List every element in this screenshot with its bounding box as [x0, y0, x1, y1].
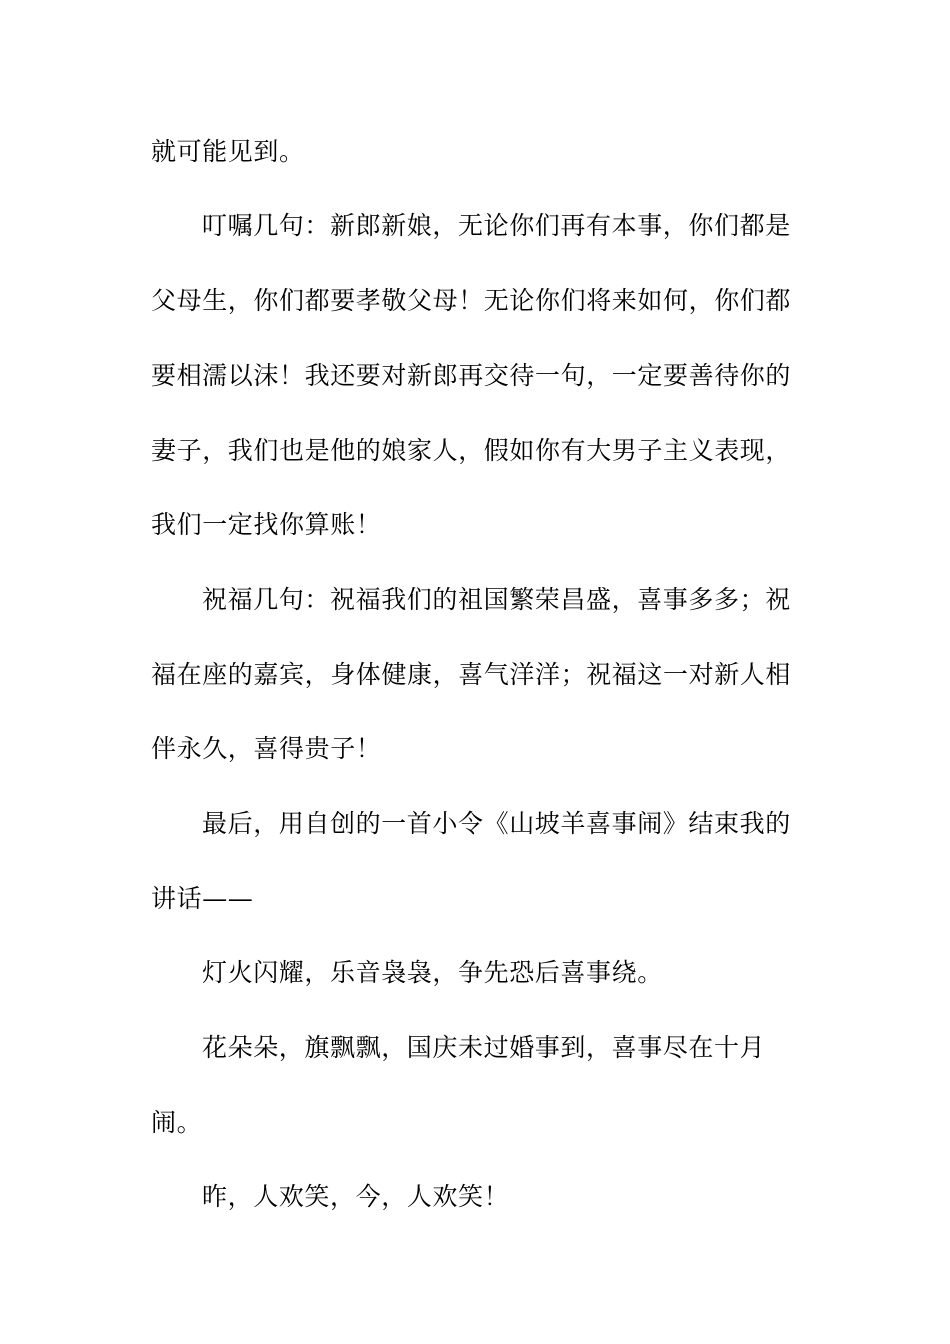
text-line: 就可能见到。 [151, 137, 305, 166]
paragraph-start-line: 叮嘱几句：新郎新娘，无论你们再有本事，你们都是 [202, 211, 791, 240]
text-line: 我们一定找你算账！ [151, 510, 382, 539]
text-line: 父母生，你们都要孝敬父母！无论你们将来如何，你们都 [151, 286, 792, 315]
text-line: 福在座的嘉宾，身体健康，喜气洋洋；祝福这一对新人相 [151, 660, 792, 689]
text-line: 伴永久，喜得贵子！ [151, 734, 382, 763]
paragraph-start-line: 祝福几句：祝福我们的祖国繁荣昌盛，喜事多多；祝 [202, 585, 791, 614]
text-line: 妻子，我们也是他的娘家人，假如你有大男子主义表现， [151, 436, 792, 465]
paragraph-start-line: 昨，人欢笑，今，人欢笑！ [202, 1182, 510, 1211]
paragraph-start-line: 花朵朵，旗飘飘，国庆未过婚事到，喜事尽在十月 [202, 1033, 766, 1062]
text-line: 要相濡以沫！我还要对新郎再交待一句，一定要善待你的 [151, 361, 792, 390]
paragraph-start-line: 灯火闪耀，乐音袅袅，争先恐后喜事绕。 [202, 958, 663, 987]
text-line: 讲话—— [151, 884, 254, 913]
paragraph-start-line: 最后，用自创的一首小令《山坡羊喜事闹》结束我的 [202, 809, 791, 838]
text-line: 闹。 [151, 1108, 203, 1137]
